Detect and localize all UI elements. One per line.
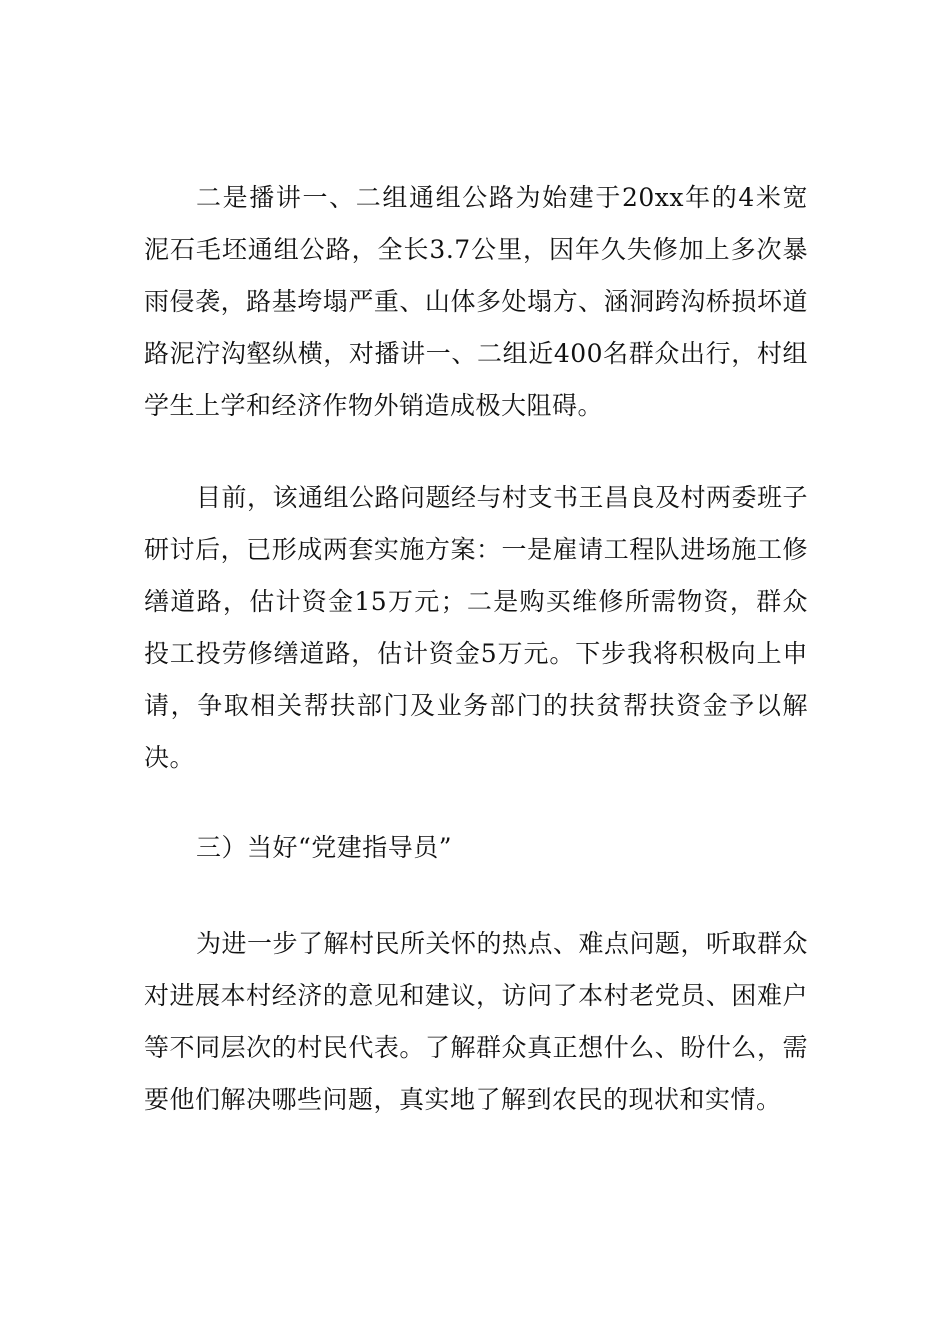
paragraph-villager-visits: 为进一步了解村民所关怀的热点、难点问题，听取群众对进展本村经济的意见和建议，访问了本村老党员、困难户等不同层次的村民代表。了解群众真正想什么、盼什么，需要他们解决哪些问题，真实地了解到农民的现状和实情。 bbox=[144, 929, 809, 1114]
section-heading-party-guide: 三）当好“党建指导员” bbox=[196, 833, 453, 862]
paragraph-repair-plan: 目前，该通组公路问题经与村支书王昌良及村两委班子研讨后，已形成两套实施方案：一是雇请工程队进场施工修缮道路，估计资金15万元；二是购买维修所需物资，群众投工投劳修缮道路，估计资金5万元。下步我将积极向上申请，争取相关帮扶部门及业务部门的扶贫帮扶资金予以解决。 bbox=[144, 483, 809, 772]
paragraph-road-condition: 二是播讲一、二组通组公路为始建于20xx年的4米宽泥石毛坯通组公路，全长3.7公里，因年久失修加上多次暴雨侵袭，路基垮塌严重、山体多处塌方、涵洞跨沟桥损坏道路泥泞沟壑纵横，对播讲一、二组近400名群众出行，村组学生上学和经济作物外销造成极大阻碍。 bbox=[144, 183, 808, 420]
